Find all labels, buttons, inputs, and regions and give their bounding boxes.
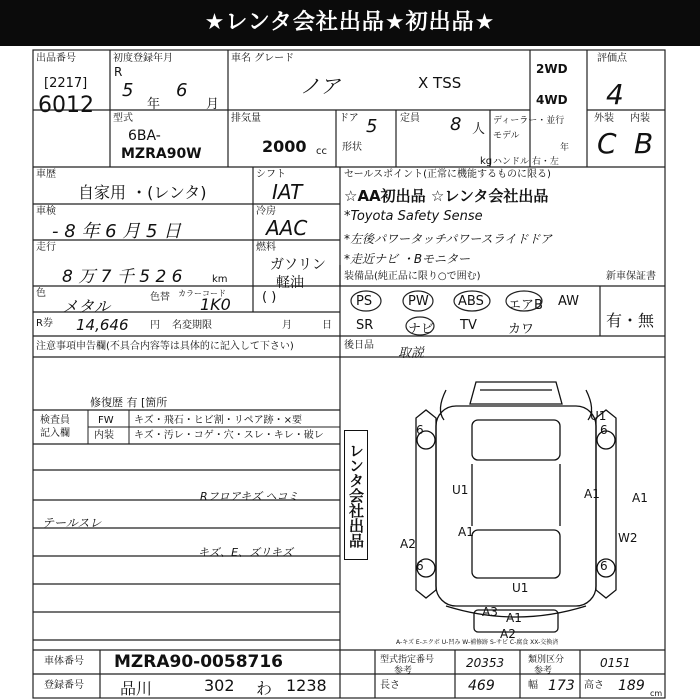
car-name: ノア: [300, 74, 340, 98]
recycle-label: R券: [36, 318, 53, 329]
svg-text:6: 6: [600, 559, 608, 573]
reg-year-unit: 年: [147, 97, 161, 112]
equip-circles: [340, 286, 600, 336]
color-change-label: 色替: [150, 292, 170, 303]
plate-number: 1238: [286, 676, 327, 695]
sales-line2: *Toyota Safety Sense: [344, 209, 483, 224]
exterior-score: C: [597, 127, 617, 160]
modelyear-label: モデル: [493, 131, 520, 141]
plate-region: 品川: [120, 679, 153, 698]
model-code1: 6BA-: [128, 128, 161, 144]
lot-bracket: [2217]: [44, 76, 88, 91]
disp-label: 排気量: [231, 113, 261, 124]
interior-label: 内装: [630, 113, 650, 124]
sales-line1: ☆AA初出品 ☆レンタ会社出品: [344, 187, 549, 205]
equip-abs: ABS: [458, 294, 484, 309]
equip-label: 装備品(純正品に限り○で囲む): [344, 271, 481, 282]
svg-text:A3: A3: [482, 605, 498, 619]
svg-text:A2: A2: [400, 537, 416, 551]
color-code-label: カラーコード: [178, 289, 226, 298]
history-label: 車歴: [36, 169, 56, 180]
svg-text:A1: A1: [584, 487, 600, 501]
equip-leather: カワ: [508, 322, 535, 337]
plate-label: 登録番号: [44, 680, 84, 691]
equip-navi: ナビ: [408, 322, 435, 337]
page-header: ★レンタ会社出品★初出品★: [0, 0, 700, 46]
recycle-value: 14,646: [76, 316, 129, 334]
mileage-value: 8 万 7 千 5 2 6: [62, 267, 183, 287]
height-label: 高さ: [584, 680, 604, 691]
shape-label: 形状: [342, 142, 362, 153]
inspector-label1: 検査員: [40, 415, 70, 426]
chassis-label: 車体番号: [44, 656, 84, 667]
certif-sub: 参考: [394, 666, 413, 676]
inspector-interior: 内装: [94, 430, 114, 441]
note-tail: テールスレ: [42, 516, 102, 530]
model-label: 型式: [113, 113, 133, 124]
recycle-unit: 円: [150, 320, 160, 331]
svg-text:U1: U1: [452, 483, 469, 497]
inspection-value: - 8 年 6 月 5 日: [52, 221, 182, 242]
equip-aw: AW: [558, 294, 580, 309]
svg-text:A2: A2: [500, 627, 516, 641]
sales-line3: *左後パワータッチパワースライドドア: [344, 232, 552, 246]
inspector-fw: FW: [98, 415, 114, 426]
interior-score: B: [634, 127, 654, 160]
notes-label: 注意事項申告欄(不具合内容等は具体的に記入して下さい): [36, 341, 294, 352]
class-value: 0151: [600, 656, 631, 670]
manual-label: 新車保証書: [606, 271, 656, 282]
equip-sr: SR: [356, 318, 374, 333]
reg-month: 6: [176, 80, 188, 101]
equip-airbag: エアB: [508, 298, 543, 313]
inspector-int-text: キズ・汚レ・コゲ・穴・スレ・キレ・破レ: [134, 430, 324, 441]
svg-text:U1: U1: [512, 581, 529, 595]
cap-label: 定員: [400, 113, 420, 124]
disp-value: 2000: [262, 137, 307, 156]
model-code2: MZRA90W: [121, 146, 202, 162]
reg-month-unit: 月: [206, 97, 220, 112]
color-label: 色: [36, 288, 46, 299]
fuel-label: 燃料: [256, 242, 276, 253]
shift-value: IAT: [272, 180, 303, 204]
svg-text:A1: A1: [632, 491, 648, 505]
class-label: 類別区分: [528, 655, 565, 665]
certif-value: 20353: [466, 656, 505, 670]
fuel-other: ( ): [262, 290, 277, 305]
mileage-unit: km: [212, 274, 228, 285]
disp-unit: cc: [316, 146, 327, 157]
ac-label: 冷房: [256, 206, 276, 217]
reg-year: 5: [122, 80, 134, 101]
equip-ps: PS: [356, 294, 373, 309]
dealer-label: ディーラー・並行: [493, 116, 565, 126]
cap-value: 8: [450, 114, 462, 135]
sales-line4: *走近ナビ ・Bモニター: [344, 252, 471, 266]
after-value: 取説: [398, 346, 425, 361]
color-code: 1K0: [200, 295, 231, 314]
inspector-fw-text: キズ・飛石・ヒビ割・リペア跡・×要: [134, 415, 302, 426]
damage-legend: A-キズ E-エクボ U-凹み W-補修跡 S-サビ C-腐食 XX-交換済: [396, 639, 559, 646]
shift-label: シフト: [256, 169, 286, 180]
svg-text:A1: A1: [506, 611, 522, 625]
lot-number: 6012: [38, 93, 94, 118]
car-grade: X TSS: [418, 74, 462, 92]
fuel-gas: ガソリン: [270, 257, 326, 273]
svg-text:6: 6: [416, 559, 424, 573]
height-value: 189: [618, 678, 645, 694]
certif-label: 型式指定番号: [380, 655, 435, 665]
equip-tv: TV: [460, 318, 477, 333]
score-label: 評価点: [597, 53, 627, 64]
length-value: 469: [468, 678, 495, 694]
cap-unit: 人: [472, 122, 486, 137]
history-value: 自家用 ・(レンタ): [78, 183, 207, 202]
inspector-label2: 記入欄: [40, 428, 70, 439]
rental-stamp: レンタ会社出品: [344, 430, 368, 560]
name-change-day: 日: [322, 320, 332, 331]
inspector-grid: [33, 410, 340, 444]
manual-value: 有・無: [606, 311, 655, 330]
name-change-label: 名変期限: [172, 320, 212, 331]
fuel-diesel: 軽油: [276, 275, 304, 291]
mileage-label: 走行: [36, 242, 56, 253]
ac-value: AAC: [266, 216, 308, 240]
car-label: 車名 グレード: [231, 53, 295, 64]
svg-text:6: 6: [416, 423, 424, 437]
modelyear-unit: 年: [560, 143, 570, 153]
color-value: メタル: [62, 297, 111, 316]
inspection-label: 車検: [36, 206, 56, 217]
handle-label: ハンドル 右・左: [493, 157, 559, 167]
reg-label: 初度登録年月: [113, 53, 173, 64]
plate-class: 302: [204, 676, 235, 695]
dims-unit: cm: [650, 689, 663, 698]
width-value: 173: [548, 678, 575, 694]
svg-text:6: 6: [600, 423, 608, 437]
repair-history: 修復歴 有 [箇所: [90, 396, 168, 409]
note-rfloor: Rフロアキズ ヘコミ: [200, 490, 299, 503]
note-scratch: キズ、E、ズリキズ: [198, 546, 293, 559]
kg-label: kg: [480, 156, 493, 167]
reg-era: R: [114, 65, 123, 79]
sales-label: セールスポイント(正常に機能するものに限る): [344, 169, 551, 180]
name-change-month: 月: [282, 320, 292, 331]
doors-label: ドア: [339, 113, 359, 124]
drive-2wd: 2WD: [536, 62, 568, 76]
svg-text:W2: W2: [618, 531, 638, 545]
equip-pw: PW: [408, 294, 429, 309]
lot-label: 出品番号: [36, 53, 76, 64]
svg-text:U1: U1: [590, 409, 607, 423]
chassis-value: MZRA90-0058716: [114, 652, 284, 672]
plate-kana: わ: [256, 679, 273, 698]
after-label: 後日品: [344, 340, 374, 351]
exterior-label: 外装: [594, 113, 614, 124]
score-value: 4: [606, 78, 624, 111]
length-label: 長さ: [380, 680, 400, 691]
drive-4wd: 4WD: [536, 93, 568, 107]
car-damage-diagram: [376, 360, 664, 648]
svg-text:A1: A1: [458, 525, 474, 539]
class-sub: 参考: [534, 666, 553, 676]
doors-value: 5: [366, 116, 378, 137]
width-label: 幅: [528, 680, 538, 691]
